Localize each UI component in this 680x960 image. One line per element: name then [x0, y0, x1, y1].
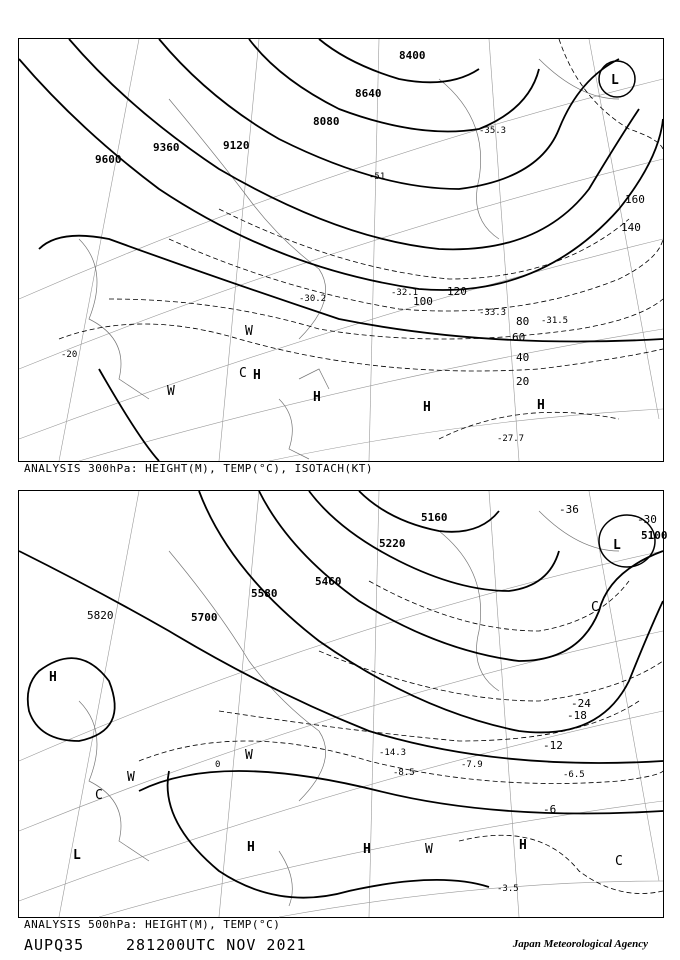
isotach-labels	[413, 193, 645, 388]
temp-label: -14.3	[379, 748, 407, 758]
isotach-label: 20	[516, 375, 530, 388]
isotach-label: 160	[625, 193, 645, 206]
cold-symbol: C	[591, 600, 599, 615]
height-label: 9360	[153, 141, 180, 154]
warm-symbol: W	[127, 770, 135, 785]
temp-label: -33.3	[479, 308, 507, 318]
height-label: 5700	[191, 611, 218, 624]
height-label: 8640	[355, 87, 382, 100]
high-symbol: H	[519, 838, 527, 853]
chart-500hpa-map	[19, 491, 668, 917]
isotach-label: 60	[512, 331, 526, 344]
temp-label: -20	[61, 350, 78, 360]
height-label: 5100	[641, 529, 668, 542]
temp-label: -35.3	[479, 126, 507, 136]
height-label: 9600	[95, 153, 122, 166]
temp-label: -30	[637, 513, 657, 526]
valid-time: 281200UTC NOV 2021	[126, 936, 307, 954]
height-label: 5820	[87, 609, 114, 622]
high-symbol: H	[49, 670, 57, 685]
chart-300hpa	[18, 38, 664, 462]
temp-label: -6	[543, 803, 557, 816]
temp-label: -32.1	[391, 288, 419, 298]
isotach-label: 80	[516, 315, 530, 328]
isotach-label: 140	[621, 221, 641, 234]
chart-300hpa-map	[19, 39, 663, 461]
low-symbol: L	[611, 73, 619, 88]
graticule	[19, 491, 663, 917]
temp-label: -12	[543, 739, 563, 752]
height-label: 5220	[379, 537, 406, 550]
height-contours	[19, 491, 663, 898]
low-symbol: L	[613, 538, 621, 553]
temp-label: -30.2	[299, 294, 327, 304]
temp-label: -18	[567, 709, 587, 722]
product-code: AUPQ35	[24, 936, 85, 954]
isotherms	[139, 581, 663, 894]
chart-300hpa-caption: ANALYSIS 300hPa: HEIGHT(M), TEMP(°C), ISOTACH(KT)	[24, 462, 374, 475]
high-symbol: H	[363, 842, 371, 857]
temp-label: -51	[369, 172, 386, 182]
height-label: 9120	[223, 139, 250, 152]
chart-500hpa	[18, 490, 668, 918]
temp-label: -24	[571, 697, 591, 710]
height-contours	[19, 39, 663, 461]
temp-label: -8.5	[393, 768, 415, 778]
high-symbol: H	[313, 390, 321, 405]
height-label: 5460	[315, 575, 342, 588]
temp-label: -6.5	[563, 770, 585, 780]
isotach-label: 40	[516, 351, 530, 364]
chart-500hpa-caption: ANALYSIS 500hPa: HEIGHT(M), TEMP(°C)	[24, 918, 281, 931]
height-label: 5580	[251, 587, 278, 600]
cold-symbol: C	[95, 788, 103, 803]
temp-label: -31.5	[541, 316, 569, 326]
temp-label: -36	[559, 503, 579, 516]
height-label: 8400	[399, 49, 426, 62]
height-label: 8080	[313, 115, 340, 128]
high-symbol: H	[253, 368, 261, 383]
cold-symbol: C	[239, 366, 247, 381]
warm-symbol: W	[167, 384, 175, 399]
temp-label: 0	[215, 760, 221, 770]
isotach-label: 120	[447, 285, 467, 298]
high-symbol: H	[423, 400, 431, 415]
temp-label: -3.5	[497, 884, 519, 894]
warm-symbol: W	[245, 748, 253, 763]
high-symbol: H	[247, 840, 255, 855]
low-symbol: L	[73, 848, 81, 863]
height-label: 5160	[421, 511, 448, 524]
warm-symbol: W	[245, 324, 253, 339]
isotach-label: 100	[413, 295, 433, 308]
height-labels	[95, 49, 426, 166]
agency-name: Japan Meteorological Agency	[512, 938, 648, 950]
coastline	[79, 511, 619, 906]
high-symbol: H	[537, 398, 545, 413]
temp-label: -7.9	[461, 760, 483, 770]
warm-symbol: W	[425, 842, 433, 857]
temp-label: -27.7	[497, 434, 525, 444]
cold-symbol: C	[615, 854, 623, 869]
